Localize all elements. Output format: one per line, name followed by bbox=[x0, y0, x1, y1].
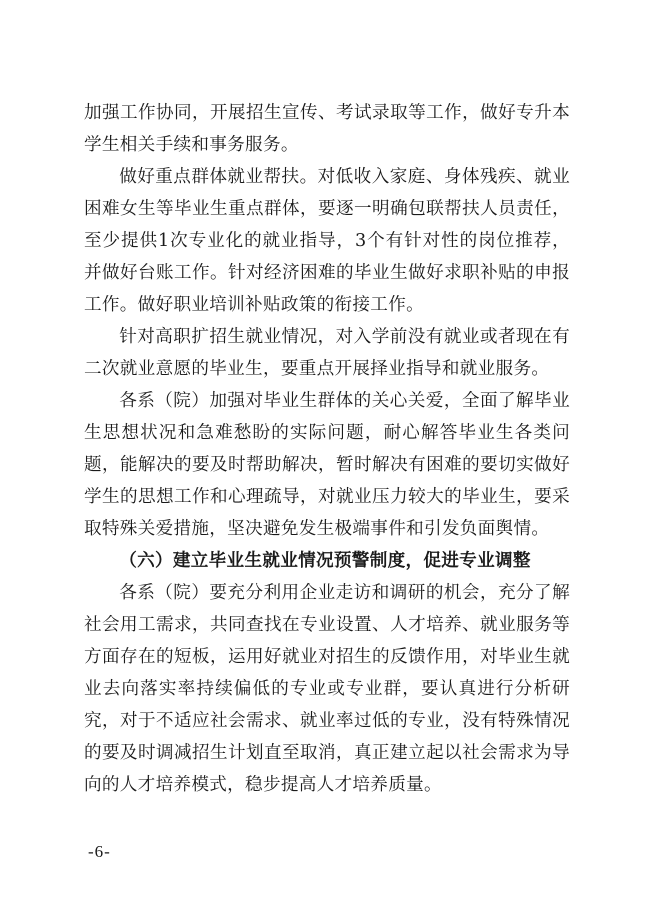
paragraph-program-adjustment: 各系（院）要充分利用企业走访和调研的机会，充分了解社会用工需求，共同查找在专业设置、人才培养、就业服务等方面存在的短板，运用好就业对招生的反馈作用，对毕业生就业去向落实率持续偏低的专业或专业群，要认真进行分析研究，对于不适应社会需求、就业率过低的专业，没有特殊情况的要及时调减招生计划直至取消，真正建立起以社会需求为导向的人才培养模式，稳步提高人才培养质量。 bbox=[84, 583, 570, 795]
paragraph-expanded-enrollment: 针对高职扩招生就业情况，对入学前没有就业或者现在有二次就业意愿的毕业生，要重点开展择业指导和就业服务。 bbox=[84, 327, 570, 379]
section-heading-six: （六）建立毕业生就业情况预警制度，促进专业调整 bbox=[119, 550, 531, 571]
page-number: -6- bbox=[88, 842, 111, 861]
paragraph-student-care: 各系（院）加强对毕业生群体的关心关爱，全面了解毕业生思想状况和急难愁盼的实际问题，耐心解答毕业生各类问题，能解决的要及时帮助解决，暂时解决有困难的要切实做好学生的思想工作和心理疏导，对就业压力较大的毕业生，要采取特殊关爱措施，坚决避免发生极端事件和引发负面舆情。 bbox=[84, 391, 570, 539]
paragraph-continuation: 加强工作协同，开展招生宣传、考试录取等工作，做好专升本学生相关手续和事务服务。 bbox=[84, 103, 570, 155]
paragraph-employment-assistance: 做好重点群体就业帮扶。对低收入家庭、身体残疾、就业困难女生等毕业生重点群体，要逐一明确包联帮扶人员责任，至少提供1次专业化的就业指导，3个有针对性的岗位推荐，并做好台账工作。针对经济困难的毕业生做好求职补贴的申报工作。做好职业培训补贴政策的衔接工作。 bbox=[84, 167, 570, 315]
document-body bbox=[84, 97, 570, 801]
